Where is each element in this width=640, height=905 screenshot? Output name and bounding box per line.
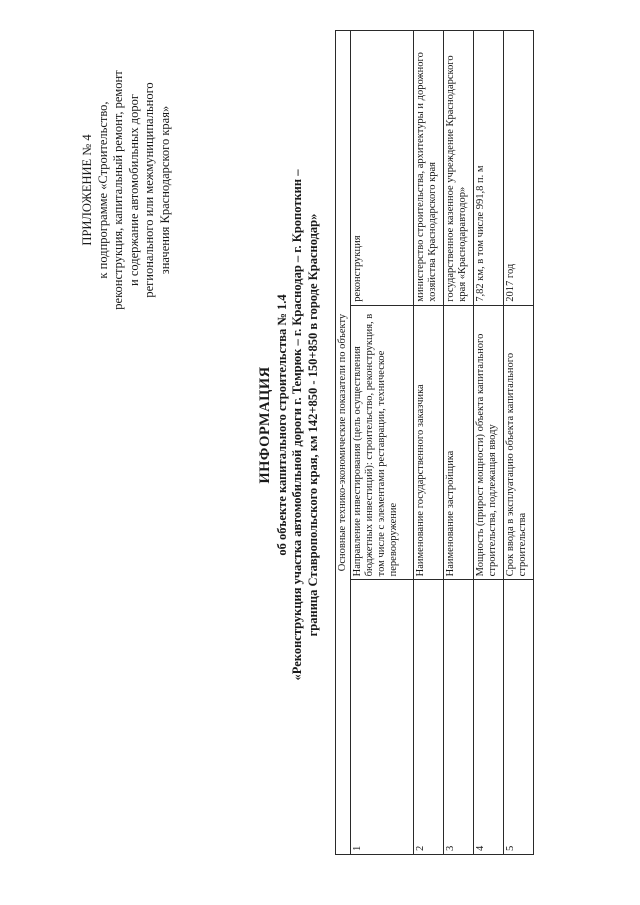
object-info-table <box>335 30 534 855</box>
appendix-line: и содержание автомобильных дорог <box>126 94 141 286</box>
appendix-line: реконструкция, капитальный ремонт, ремонт <box>111 70 125 310</box>
heading-line: «Реконструкция участка автомобильной дороги г. Темрюк – г. Краснодар – г. Кропоткин – <box>290 169 304 681</box>
row-value: государственное казенное учреждение Краснодарского края «Краснодаравтодор» <box>444 31 474 306</box>
appendix-line: к подпрограмме «Строительство, <box>95 101 110 279</box>
row-label: Срок ввода в эксплуатацию объекта капитального строительства <box>504 305 534 580</box>
table-row <box>414 31 444 855</box>
table-row <box>504 31 534 855</box>
appendix-block <box>80 20 173 360</box>
appendix-line: значения Краснодарского края» <box>157 105 172 275</box>
table-header-cell: Основные технико-экономические показатели по объекту <box>336 31 351 855</box>
row-number: 1 <box>351 580 414 855</box>
row-label: Направление инвестирования (цель осуществления бюджетных инвестиций): строительство, реконструкция, в том числе с элементами реставрации, техническое перевооружение <box>351 305 414 580</box>
row-value: 7,82 км, в том числе 991,8 п. м <box>474 31 504 306</box>
row-label: Наименование государственного заказчика <box>414 305 444 580</box>
row-label: Наименование застройщика <box>444 305 474 580</box>
document-heading <box>258 135 321 715</box>
table-header-row <box>336 31 351 855</box>
table-row <box>351 31 414 855</box>
heading-line: граница Ставропольского края, км 142+850 - 150+850 в городе Краснодар» <box>305 213 320 637</box>
document-title: ИНФОРМАЦИЯ <box>257 366 273 484</box>
row-value: 2017 год <box>504 31 534 306</box>
row-label: Мощность (прирост мощности) объекта капитального строительства, подлежащая вводу <box>474 305 504 580</box>
row-number: 3 <box>444 580 474 855</box>
row-number: 5 <box>504 580 534 855</box>
row-value: реконструкция <box>351 31 414 306</box>
row-number: 4 <box>474 580 504 855</box>
row-number: 2 <box>414 580 444 855</box>
appendix-line: регионального или межмуниципального <box>142 82 156 298</box>
appendix-line: ПРИЛОЖЕНИЕ № 4 <box>80 134 94 246</box>
heading-line: об объекте капитального строительства № 1.4 <box>274 294 289 556</box>
table-row <box>474 31 504 855</box>
row-value: министерство строительства, архитектуры и дорожного хозяйства Краснодарского края <box>414 31 444 306</box>
table-row <box>444 31 474 855</box>
